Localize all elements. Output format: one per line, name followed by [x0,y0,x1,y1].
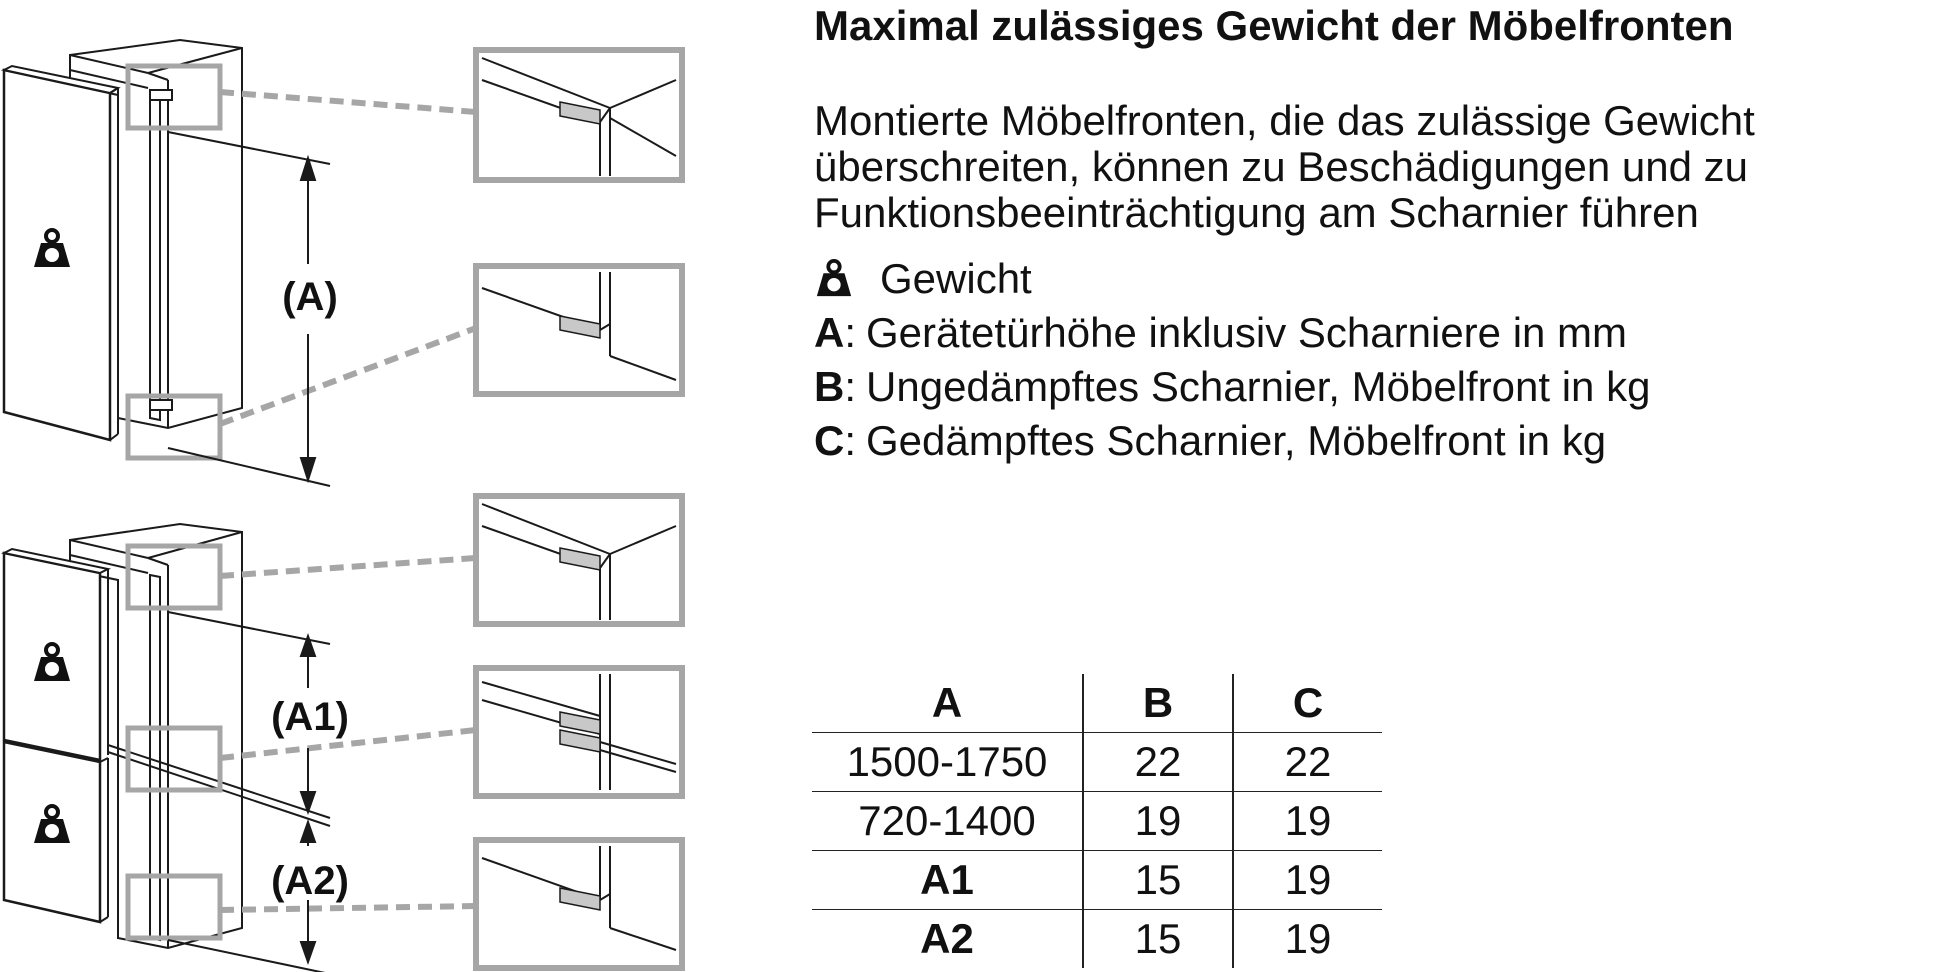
legend-item-b [814,360,1650,414]
hinge-detail-bottom-2 [476,840,682,968]
legend-text: Gedämpftes Scharnier, Möbelfront in kg [866,417,1607,464]
page-title: Maximal zulässiges Gewicht der Möbelfronten [814,2,1734,49]
table-cell: 19 [1233,851,1382,910]
table-cell: 15 [1083,851,1233,910]
weight-icon [814,259,854,299]
table-cell: 720-1400 [812,792,1083,851]
table-row [812,792,1382,851]
legend-text: Gerätetürhöhe inklusiv Scharniere in mm [866,309,1628,356]
table-cell: 19 [1233,792,1382,851]
table-cell: A1 [812,851,1083,910]
hinge-detail-top [476,50,682,180]
table-cell: 22 [1083,733,1233,792]
legend-item-a [814,306,1650,360]
dimension-a1-label: (A1) [271,695,349,739]
installation-diagram [0,0,800,972]
table-header-row [812,674,1382,733]
table-header: C [1233,674,1382,733]
legend-item-c [814,414,1650,468]
table-cell: 22 [1233,733,1382,792]
table-row [812,733,1382,792]
legend-text: Ungedämpftes Scharnier, Möbelfront in kg [866,363,1651,410]
intro-line: überschreiten, können zu Beschädigungen und zu [814,143,1749,190]
table-cell: A2 [812,910,1083,969]
table-cell: 19 [1233,910,1382,969]
weight-table [812,674,1382,968]
table-header: A [931,679,963,726]
legend-key: C [814,417,845,464]
hinge-detail-middle [476,668,682,796]
legend-item-weight [814,252,1650,306]
legend-separator: : [844,417,857,464]
table-cell: 19 [1083,792,1233,851]
table-cell: 15 [1083,910,1233,969]
table-row [812,851,1382,910]
dimension-a2-label: (A2) [271,859,349,903]
intro-line: Funktionsbeeinträchtigung am Scharnier führen [814,189,1699,236]
table-header: B [1083,674,1233,733]
table-row [812,910,1382,969]
table-cell: 1500-1750 [812,733,1083,792]
hinge-detail-bottom [476,266,682,394]
legend-text: Gewicht [880,255,1032,302]
legend-key: B [814,363,845,410]
legend-separator: : [844,309,857,356]
intro-text [814,98,1924,236]
hinge-detail-top-2 [476,496,682,624]
intro-line: Montierte Möbelfronten, die das zulässige Gewicht [814,97,1755,144]
legend-separator: : [844,363,857,410]
legend [814,252,1650,468]
dimension-a-label: (A) [282,275,338,319]
legend-key: A [814,309,845,356]
